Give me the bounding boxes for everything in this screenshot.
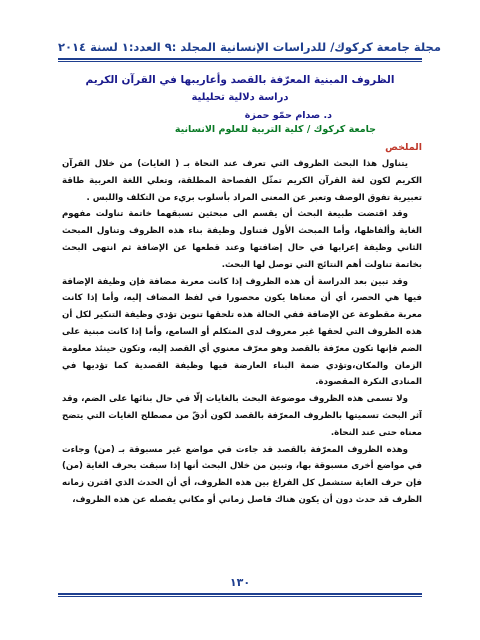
footer-rule <box>58 593 422 595</box>
footer-rule-thin <box>58 596 422 597</box>
abstract-paragraph: وقد تبين بعد الدراسة أن هذه الظروف إذا كانت معربة مضافة فإن وظيفة الإضافة فيها هي الحصر، أي أن معناها يكون محصورا في لفظ المضاف إليه، وأما إذا كانت معربة مقطوعة عن الإضافة ففي الحالة هذه تلحقها تنوين تؤدي وظيفة التنكير لكل أن هذه الظروف التي لحقها غير معروف لدى المتكلم أو السامع، وأما إذا كانت مبنية على الضم فإنها تكون معرّفة بالقصد وهو معرّف معنوي أي القصد إليه، وتكون حينئذ معلومة الزمان والمكان،وتؤدي ضمة البناء العارضة فيها وظيفة القصدية كما تؤديها في المنادى النكرة المقصودة. <box>62 276 422 388</box>
article-title: الظروف المبنية المعرّفة بالقصد وأعاريبها في القرآن الكريم <box>85 74 395 86</box>
journal-header: مجلة جامعة كركوك/ للدراسات الإنسانية المجلد :٩ العدد:١ لسنة ٢٠١٤ <box>58 40 441 54</box>
header-rule-thin <box>58 61 422 62</box>
header-rule <box>58 58 422 60</box>
abstract-body <box>62 156 422 564</box>
article-subtitle: دراسة دلالية تحليلية <box>191 92 289 103</box>
author-affiliation: جامعة كركوك / كلية التربية للعلوم الانسانية <box>174 124 376 135</box>
author-name: د. صدام حمّو حمزة <box>244 110 332 121</box>
abstract-paragraph: ولا تسمى هذه الظروف موضوعة البحث بالغايات إلّا في حال بنائها على الضم، وقد آثر البحث تسميتها بالظروف المعرّفة بالقصد لكون أدقّ من مصطلح الغايات التي يتضح معناه حتى عند النحاة. <box>62 394 422 438</box>
abstract-paragraph: يتناول هذا البحث الظروف التي تعرف عند النحاة بـ ( الغايات) من خلال القرآن الكريم لكون لغة القرآن الكريم تمثّل الفصاحة المطلقة، وتعلي اللغة العربية طاقة تعبيرية تفوق الوصف وتعبر عن المعنى المراد بأسلوب بريء من التكلف واللبس . <box>62 159 422 203</box>
abstract-heading: الملخص <box>385 142 422 153</box>
page-number: ١٣٠ <box>229 576 251 589</box>
abstract-paragraph: وقد اقتضت طبيعة البحث أن يقسم الى مبحثين تسبقهما خاتمة تناولت مفهوم الغاية وألفاظها، وأما المبحث الأول فتناول وظيفة بناء هذه الظروف وتناول المبحث الثاني وظيفة إعرابها في حال إضافتها وعند قطعها عن الإضافة ثم انتهى البحث بخاتمة تناولت أهم النتائج التي توصل لها البحث. <box>62 209 422 270</box>
abstract-paragraph: وهذه الظروف المعرّفة بالقصد قد جاءت في مواضع غير مسبوقة بـ (من) وجاءت في مواضع أخرى مسبوقة بها، وتبين من خلال البحث أنها إذا سبقت بحرف الغاية (من) فإن حرف الغاية ستشمل كل الفراغ بين هذه الظروف، أي أن الحدث الذي اقترن زمانه الظرف قد حدث دون أن يكون هناك فاصل زماني أو مكاني يفصله عن هذه الظروف، <box>62 444 422 505</box>
